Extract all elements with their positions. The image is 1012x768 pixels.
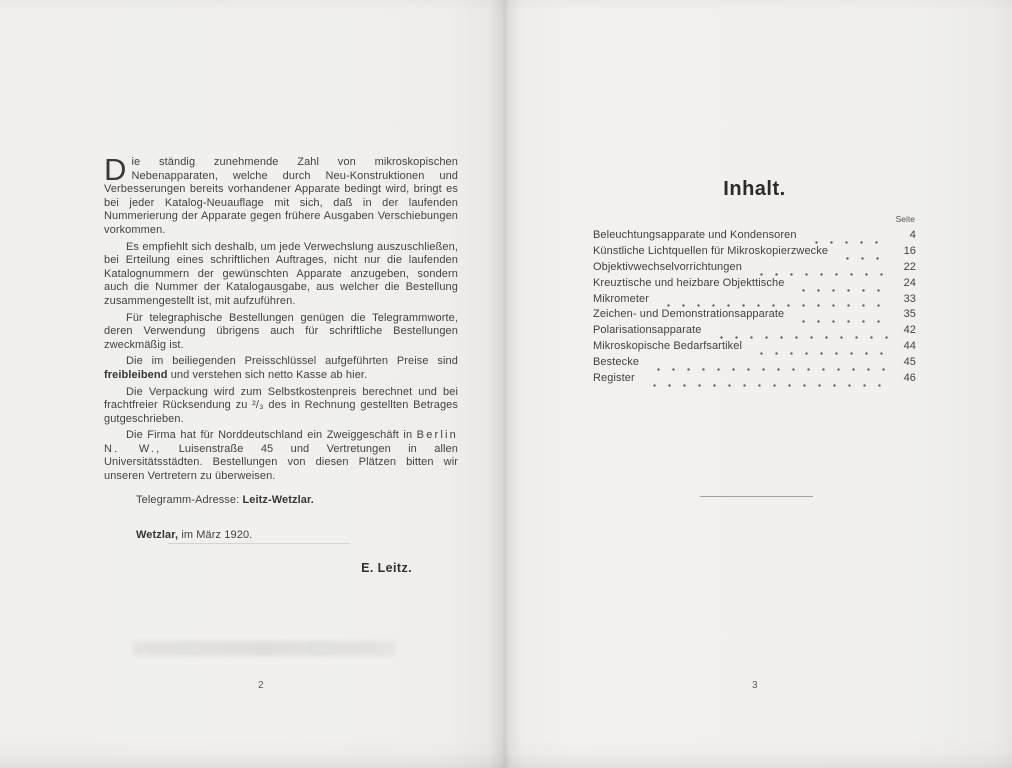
paragraph-packaging: Die Verpackung wird zum Selbstkostenpreis berechnet und bei frachtfreier Rücksendung zu ²/₃ des in Rechnung gestellten Betrages gutgeschrieben. — [104, 385, 458, 425]
dot-leader — [794, 319, 890, 323]
toc-entry-label: Objektivwechselvorrichtungen — [593, 260, 742, 273]
section-divider-rule — [700, 496, 813, 497]
drop-cap: D — [104, 152, 127, 187]
toc-entry — [593, 324, 916, 340]
toc-entry — [593, 277, 916, 293]
toc-entry-label: Künstliche Lichtquellen für Mikroskopierzwecke — [593, 244, 829, 257]
toc-entry — [593, 356, 916, 372]
toc-entry-page: 16 — [903, 244, 916, 257]
toc-entry-label: Beleuchtungsapparate und Kondensoren — [593, 229, 797, 241]
toc-entry-page: 42 — [903, 324, 916, 337]
dot-leader — [649, 367, 890, 371]
page-number-left: 2 — [258, 680, 264, 691]
dot-leader — [752, 272, 890, 276]
toc-entry — [593, 245, 916, 261]
toc-entry — [593, 372, 916, 388]
toc-entry-page: 46 — [903, 372, 916, 385]
toc-column-header-seite: Seite — [895, 214, 915, 224]
toc-entry — [593, 340, 916, 356]
toc-entry-page: 35 — [903, 308, 916, 321]
dot-leader — [838, 256, 890, 260]
toc-entry-label: Mikroskopische Bedarfsartikel — [593, 340, 743, 353]
page-number-right: 3 — [752, 680, 758, 691]
dot-leader — [794, 288, 890, 292]
toc-entry-label: Polarisationsapparate — [593, 324, 702, 337]
faint-rule — [168, 543, 350, 544]
toc-list — [593, 229, 916, 388]
toc-entry-label: Register — [593, 372, 635, 385]
toc-entry — [593, 261, 916, 277]
dot-leader — [712, 335, 890, 339]
paragraph-branch-pre: Die Firma hat für Norddeutschland ein Zweiggeschäft in — [126, 429, 417, 442]
toc-entry-page: 24 — [903, 276, 916, 289]
dateline — [104, 529, 458, 543]
paragraph-order-instructions: Es empfiehlt sich deshalb, um jede Verwechslung auszuschließen, bei Erteilung eines schriftlichen Auftrages, nicht nur die laufenden Katalognummern der gewünschten Apparate anzugeben, sondern auch die Nummer der Katalogausgabe, aus welcher die Bestellung zusammengestellt ist, mit aufzuführen. — [104, 240, 458, 307]
toc-entry-page: 22 — [903, 260, 916, 273]
dot-leader — [752, 351, 890, 355]
dot-leader — [807, 240, 890, 244]
telegram-address-label: Telegramm-Adresse: — [136, 493, 243, 506]
telegram-address-line — [104, 494, 458, 508]
dateline-date: im März 1920. — [178, 529, 253, 542]
left-page-text-block — [104, 152, 458, 575]
paragraph-intro — [104, 152, 458, 238]
toc-entry — [593, 293, 916, 309]
table-of-contents — [593, 178, 916, 388]
signature: E. Leitz. — [361, 560, 412, 575]
toc-entry — [593, 308, 916, 324]
dot-leader — [645, 383, 890, 387]
toc-entry — [593, 229, 916, 245]
paragraph-branch-post: Luisenstraße 45 und Vertretungen in allen Universitätsstädten. Bestellungen von diesen Plätzen bitten wir unseren Vertretern zu überweisen. — [104, 442, 458, 483]
toc-entry-label: Bestecke — [593, 356, 640, 369]
dot-leader — [659, 303, 890, 307]
paragraph-intro-text: ie ständig zunehmende Zahl von mikroskopischen Nebenapparaten, welche durch Neu-Konstruktionen und Verbesserungen bereits vorhandener Apparate bedingt wird, bringt es bei jeder Katalog-Neuauflage mit sich, daß in der laufenden Nummerierung der Apparate gegen frühere Ausgaben Verschiebungen vorkommen. — [104, 156, 458, 236]
paragraph-prices — [104, 355, 458, 382]
paragraph-branch-offices — [104, 429, 458, 483]
paragraph-prices-pre: Die im beiliegenden Preisschlüssel aufgeführten Preise sind — [126, 355, 458, 368]
toc-entry-page: 33 — [903, 292, 916, 305]
ink-showthrough-smudge — [133, 641, 395, 656]
toc-entry-label: Kreuztische und heizbare Objekttische — [593, 276, 785, 289]
toc-entry-page: 45 — [903, 356, 916, 369]
paragraph-prices-post: und verstehen sich netto Kasse ab hier. — [167, 368, 368, 381]
telegram-address-value: Leitz-Wetzlar. — [242, 493, 314, 506]
toc-entry-label: Mikrometer — [593, 292, 650, 305]
dateline-city: Wetzlar, — [136, 529, 179, 542]
paragraph-branch-city: Berlin N. W., — [104, 429, 458, 455]
paragraph-telegraph: Für telegraphische Bestellungen genügen die Telegrammworte, deren Verwendung übrigens auch für schriftliche Bestellungen zweckmäßig ist. — [104, 311, 458, 351]
toc-heading: Inhalt. — [723, 178, 786, 200]
toc-entry-page: 4 — [909, 229, 916, 241]
toc-entry-page: 44 — [903, 340, 916, 353]
toc-entry-label: Zeichen- und Demonstrationsapparate — [593, 308, 785, 321]
paragraph-prices-bold: freibleibend — [104, 368, 168, 381]
